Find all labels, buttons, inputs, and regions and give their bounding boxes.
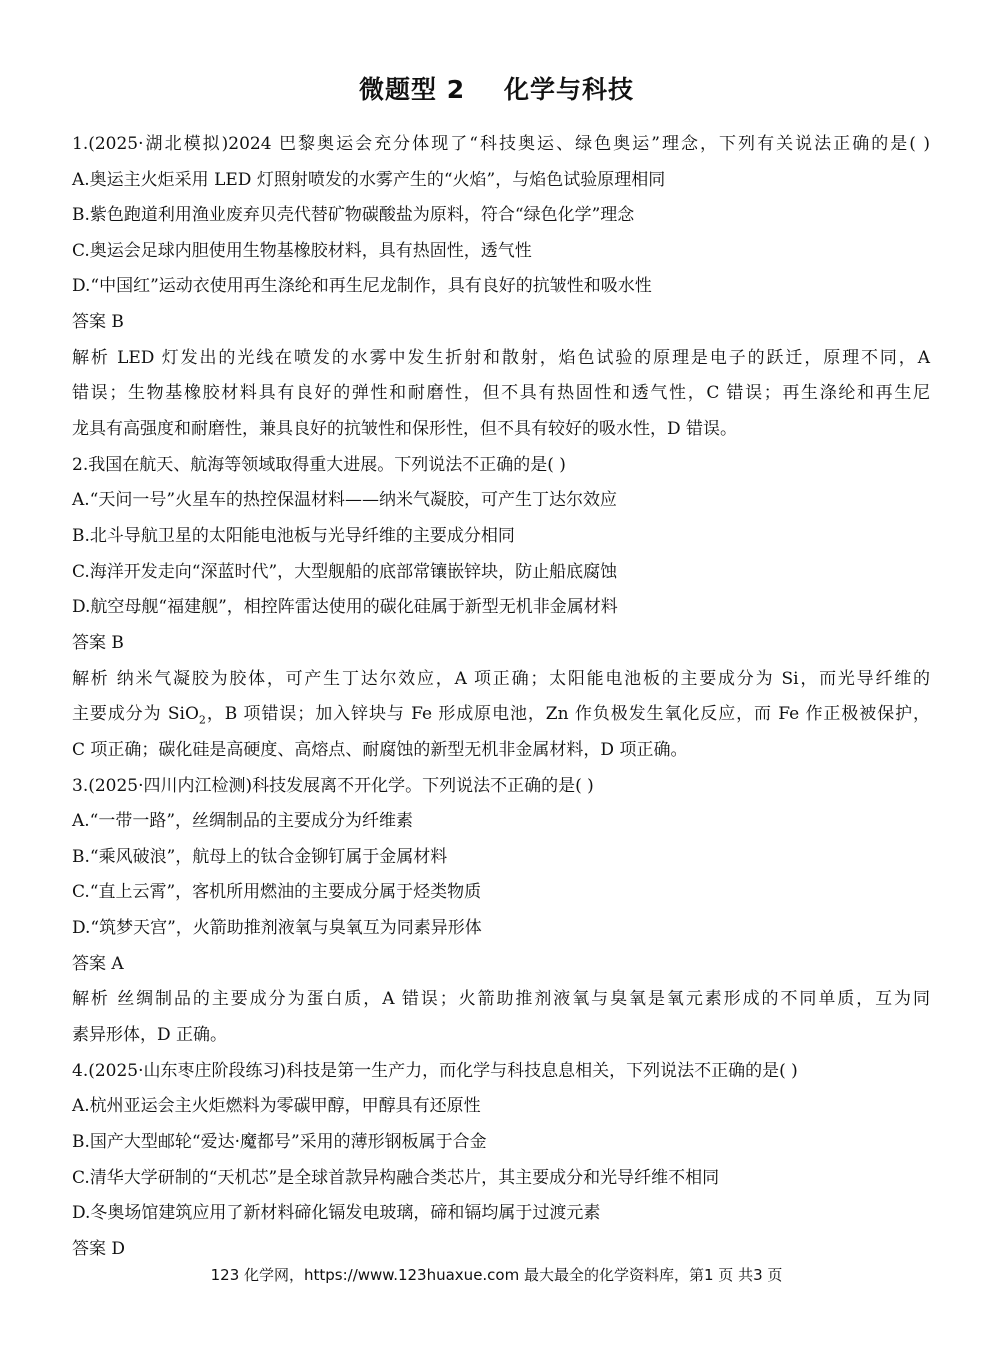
question-3-stem: 3.(2025·四川内江检测)科技发展离不开化学。下列说法不正确的是( ) xyxy=(72,776,594,796)
question-1-option-d: D.“中国红”运动衣使用再生涤纶和再生尼龙制作，具有良好的抗皱性和吸水性 xyxy=(72,276,652,296)
question-1-option-a: A.奥运主火炬采用 LED 灯照射喷发的水雾产生的“火焰”，与焰色试验原理相同 xyxy=(72,170,666,190)
question-1-answer: 答案 B xyxy=(72,312,124,332)
question-3-option-c: C.“直上云霄”，客机所用燃油的主要成分属于烃类物质 xyxy=(72,882,482,902)
question-2-option-b: B.北斗导航卫星的太阳能电池板与光导纤维的主要成分相同 xyxy=(72,526,515,546)
question-1-explanation-line-2: 错误；生物基橡胶材料具有良好的弹性和耐磨性，但不具有热固性和透气性，C 错误；再生涤纶和再生尼 xyxy=(72,383,930,403)
explanation-text: ，B 项错误；加入锌块与 Fe 形成原电池，Zn 作负极发生氧化反应，而 Fe 作正极被保护， xyxy=(205,704,930,724)
question-1-explanation-line-1: 解析 LED 灯发出的光线在喷发的水雾中发生折射和散射，焰色试验的原理是电子的跃迁，原理不同，A xyxy=(72,348,930,368)
question-1-explanation-line-3: 龙具有高强度和耐磨性，兼具良好的抗皱性和保形性，但不具有较好的吸水性，D 错误。 xyxy=(72,419,738,439)
question-4-stem: 4.(2025·山东枣庄阶段练习)科技是第一生产力，而化学与科技息息相关，下列说法不正确的是( ) xyxy=(72,1061,798,1081)
question-4-option-a: A.杭州亚运会主火炬燃料为零碳甲醇，甲醇具有还原性 xyxy=(72,1096,481,1116)
question-3-explanation-line-1: 解析 丝绸制品的主要成分为蛋白质，A 错误；火箭助推剂液氧与臭氧是氧元素形成的不同单质，互为同 xyxy=(72,989,930,1009)
question-1-option-c: C.奥运会足球内胆使用生物基橡胶材料，具有热固性，透气性 xyxy=(72,241,532,261)
page-title: 微题型 2 化学与科技 xyxy=(359,75,634,104)
question-2-explanation-line-2 xyxy=(72,699,930,729)
question-1-stem: 1.(2025·湖北模拟)2024 巴黎奥运会充分体现了“科技奥运、绿色奥运”理念，下列有关说法正确的是( ) xyxy=(72,134,930,154)
question-2-option-d: D.航空母舰“福建舰”，相控阵雷达使用的碳化硅属于新型无机非金属材料 xyxy=(72,597,618,617)
question-3-option-a: A.“一带一路”，丝绸制品的主要成分为纤维素 xyxy=(72,811,414,831)
question-3-option-d: D.“筑梦天宫”，火箭助推剂液氧与臭氧互为同素异形体 xyxy=(72,918,482,938)
question-2-answer: 答案 B xyxy=(72,633,124,653)
question-4-option-c: C.清华大学研制的“天机芯”是全球首款异构融合类芯片，其主要成分和光导纤维不相同 xyxy=(72,1168,720,1188)
question-2-option-c: C.海洋开发走向“深蓝时代”，大型舰船的底部常镶嵌锌块，防止船底腐蚀 xyxy=(72,562,618,582)
page-footer: 123 化学网，https://www.123huaxue.com 最大最全的化学资料库，第1 页 共3 页 xyxy=(210,1266,783,1284)
question-3-answer: 答案 A xyxy=(72,954,124,974)
question-3-option-b: B.“乘风破浪”，航母上的钛合金铆钉属于金属材料 xyxy=(72,847,448,867)
question-2-explanation-line-3: C 项正确；碳化硅是高硬度、高熔点、耐腐蚀的新型无机非金属材料，D 项正确。 xyxy=(72,740,688,760)
explanation-text: 主要成分为 SiO xyxy=(72,704,199,724)
question-2-option-a: A.“天问一号”火星车的热控保温材料——纳米气凝胶，可产生丁达尔效应 xyxy=(72,490,618,510)
question-2-stem: 2.我国在航天、航海等领域取得重大进展。下列说法不正确的是( ) xyxy=(72,455,566,475)
question-1-option-b: B.紫色跑道利用渔业废弃贝壳代替矿物碳酸盐为原料，符合“绿色化学”理念 xyxy=(72,205,635,225)
question-4-answer: 答案 D xyxy=(72,1239,126,1259)
question-3-explanation-line-2: 素异形体，D 正确。 xyxy=(72,1025,228,1045)
subscript-2: 2 xyxy=(198,713,206,727)
question-4-option-b: B.国产大型邮轮“爱达·魔都号”采用的薄形钢板属于合金 xyxy=(72,1132,487,1152)
question-4-option-d: D.冬奥场馆建筑应用了新材料碲化镉发电玻璃，碲和镉均属于过渡元素 xyxy=(72,1203,601,1223)
question-2-explanation-line-1: 解析 纳米气凝胶为胶体，可产生丁达尔效应，A 项正确；太阳能电池板的主要成分为 Si，而光导纤维的 xyxy=(72,669,930,689)
